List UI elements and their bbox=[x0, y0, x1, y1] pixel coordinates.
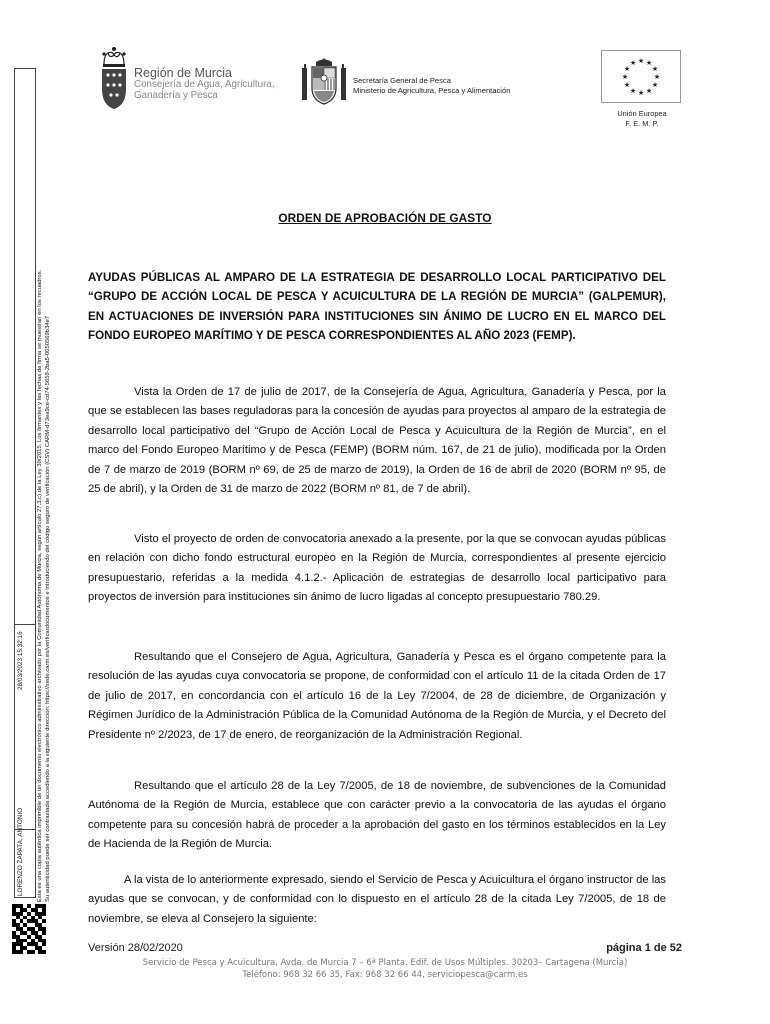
svg-text:★: ★ bbox=[645, 87, 653, 95]
svg-text:★: ★ bbox=[629, 59, 637, 67]
legal-notice-1: Esta es una copia auténtica imprimible de un documento electrónico administrativo archivado por la Comunidad Autónoma de Murcia, según artículo 27.3.c) de la Ley 39/2015. Los firmantes y las fechas de firma se muestran en los recuadros. bbox=[37, 269, 43, 902]
svg-text:★: ★ bbox=[629, 87, 637, 95]
eu-caption bbox=[600, 109, 684, 128]
footer-page-number: página 1 de 52 bbox=[606, 942, 682, 954]
svg-text:★: ★ bbox=[621, 73, 629, 81]
signature-strip-divider bbox=[15, 624, 35, 625]
document-title: ORDEN DE APROBACIÓN DE GASTO bbox=[278, 211, 492, 225]
region-murcia-crown-shield-icon bbox=[98, 45, 130, 113]
svg-text:★: ★ bbox=[623, 81, 631, 89]
paragraph-1: Vista la Orden de 17 de julio de 2017, de la Consejería de Agua, Agricultura, Ganadería y Pesca, por la que se establecen las bases reguladoras para la concesión de ayudas para proyectos al amparo de la estrategia de desarrollo local participativo del “Grupo de Acción Local de Pesca y Acuicultura de la Región de Murcia”, en el marco del Fondo Europeo Marítimo y de Pesca (FEMP) (BORM núm. 167, de 21 de julio), modificada por la Orden de 7 de marzo de 2019 (BORM nº 69, de 25 de marzo de 2019), la Orden de 16 de abril de 2020 (BORM nº 95, de 25 de abril), y la Orden de 31 de marzo de 2022 (BORM nº 81, de 7 de abril). bbox=[88, 386, 666, 496]
svg-text:★: ★ bbox=[651, 81, 659, 89]
paragraph-5: A la vista de lo anteriormente expresado, siendo el Servicio de Pesca y Acuicultura el órgano instructor de las ayudas que se convocan, y de conformidad con lo dispuesto en el artículo 28 de la citada Ley 7/2005, de 18 de noviembre, se eleva al Consejero la siguiente: bbox=[88, 874, 666, 925]
region-subtitle-line-1: Consejería de Agua, Agricultura, bbox=[134, 79, 275, 90]
svg-text:★: ★ bbox=[651, 65, 659, 73]
footer-address-line-2: Teléfono: 968 32 66 35, Fax: 968 32 66 44, serviciopesca@carm.es bbox=[242, 970, 528, 980]
legal-notice-2: Su autenticidad puede ser contrastada accediendo a la siguiente dirección: https://sede.carm.es/verificardocumentos e introduciendo del código seguro de verificación (CSV) CARM-d73ea9ce-cd74-5659-2ba5-0050569b34e7 bbox=[45, 315, 51, 902]
signature-date: 28/03/2023 15:32:16 bbox=[17, 631, 24, 690]
eu-flag-stars-icon bbox=[601, 50, 681, 103]
region-title: Región de Murcia bbox=[134, 66, 232, 80]
footer-version: Versión 28/02/2020 bbox=[88, 942, 183, 954]
paragraph-2: Visto el proyecto de orden de convocatoria anexado a la presente, por la que se convocan ayudas públicas en relación con dicho fondo estructural europeo en la Región de Murcia, correspondientes al presente ejercicio presupuestario, referidas a la medida 4.1.2.- Aplicación de estrategias de desarrollo local participativo para proyectos de inversión para instituciones sin ánimo de lucro ligadas al concepto presupuestario 780.29. bbox=[88, 533, 666, 604]
footer-address bbox=[0, 957, 770, 981]
signature-strip bbox=[14, 68, 36, 898]
svg-text:★: ★ bbox=[637, 89, 645, 97]
region-subtitle bbox=[134, 79, 275, 101]
gov-line-1: Secretaría General de Pesca bbox=[353, 76, 451, 85]
svg-text:★: ★ bbox=[653, 73, 661, 81]
svg-text:★: ★ bbox=[623, 65, 631, 73]
svg-text:★: ★ bbox=[637, 57, 645, 65]
document-subject: AYUDAS PÚBLICAS AL AMPARO DE LA ESTRATEGIA DE DESARROLLO LOCAL PARTICIPATIVO DEL “GRUPO DE ACCIÓN LOCAL DE PESCA Y ACUICULTURA DE LA REGIÓN DE MURCIA” (GALPEMUR), EN ACTUACIONES DE INVERSIÓN PARA INSTITUCIONES SIN ÁNIMO DE LUCRO EN EL MARCO DEL FONDO EUROPEO MARÍTIMO Y DE PESCA CORRESPONDIENTES AL AÑO 2023 (FEMP). bbox=[88, 271, 666, 343]
paragraph-3: Resultando que el Consejero de Agua, Agricultura, Ganadería y Pesca es el órgano competente para la resolución de las ayudas cuya convocatoria se propone, de conformidad con el artículo 11 de la citada Orden de 17 de julio de 2017, en concordancia con el artículo 16 de la Ley 7/2004, de 28 de diciembre, de Organización y Régimen Jurídico de la Administración Pública de la Comunidad Autónoma de la Región de Murcia, y el Decreto del Presidente nº 2/2023, de 17 de enero, de reorganización de la Administración Regional. bbox=[88, 651, 666, 741]
spain-coat-of-arms-icon bbox=[301, 58, 347, 106]
footer-address-line-1: Servicio de Pesca y Acuicultura, Avda. de Murcia 7 – 6ª Planta. Edif. de Usos Múltiples. 30203– Cartagena (Murcia) bbox=[142, 958, 628, 968]
eu-line-2: F. E. M. P. bbox=[625, 118, 659, 128]
gov-ministry-text bbox=[353, 76, 510, 95]
svg-text:★: ★ bbox=[645, 59, 653, 67]
eu-line-1: Unión Europea bbox=[617, 109, 667, 118]
qr-code-icon[interactable] bbox=[12, 904, 46, 954]
region-subtitle-line-2: Ganadería y Pesca bbox=[134, 90, 218, 101]
signer-name: LORENZO ZAPATA, ANTONIO bbox=[17, 807, 24, 896]
gov-line-2: Ministerio de Agricultura, Pesca y Alimentación bbox=[353, 85, 511, 95]
paragraph-4: Resultando que el artículo 28 de la Ley 7/2005, de 18 de noviembre, de subvenciones de la Comunidad Autónoma de la Región de Murcia, establece que con carácter previo a la convocatoria de las ayudas el órgano competente para su concesión habrá de proceder a la aprobación del gasto en los términos establecidos en la Ley de Hacienda de la Región de Murcia. bbox=[88, 780, 666, 851]
